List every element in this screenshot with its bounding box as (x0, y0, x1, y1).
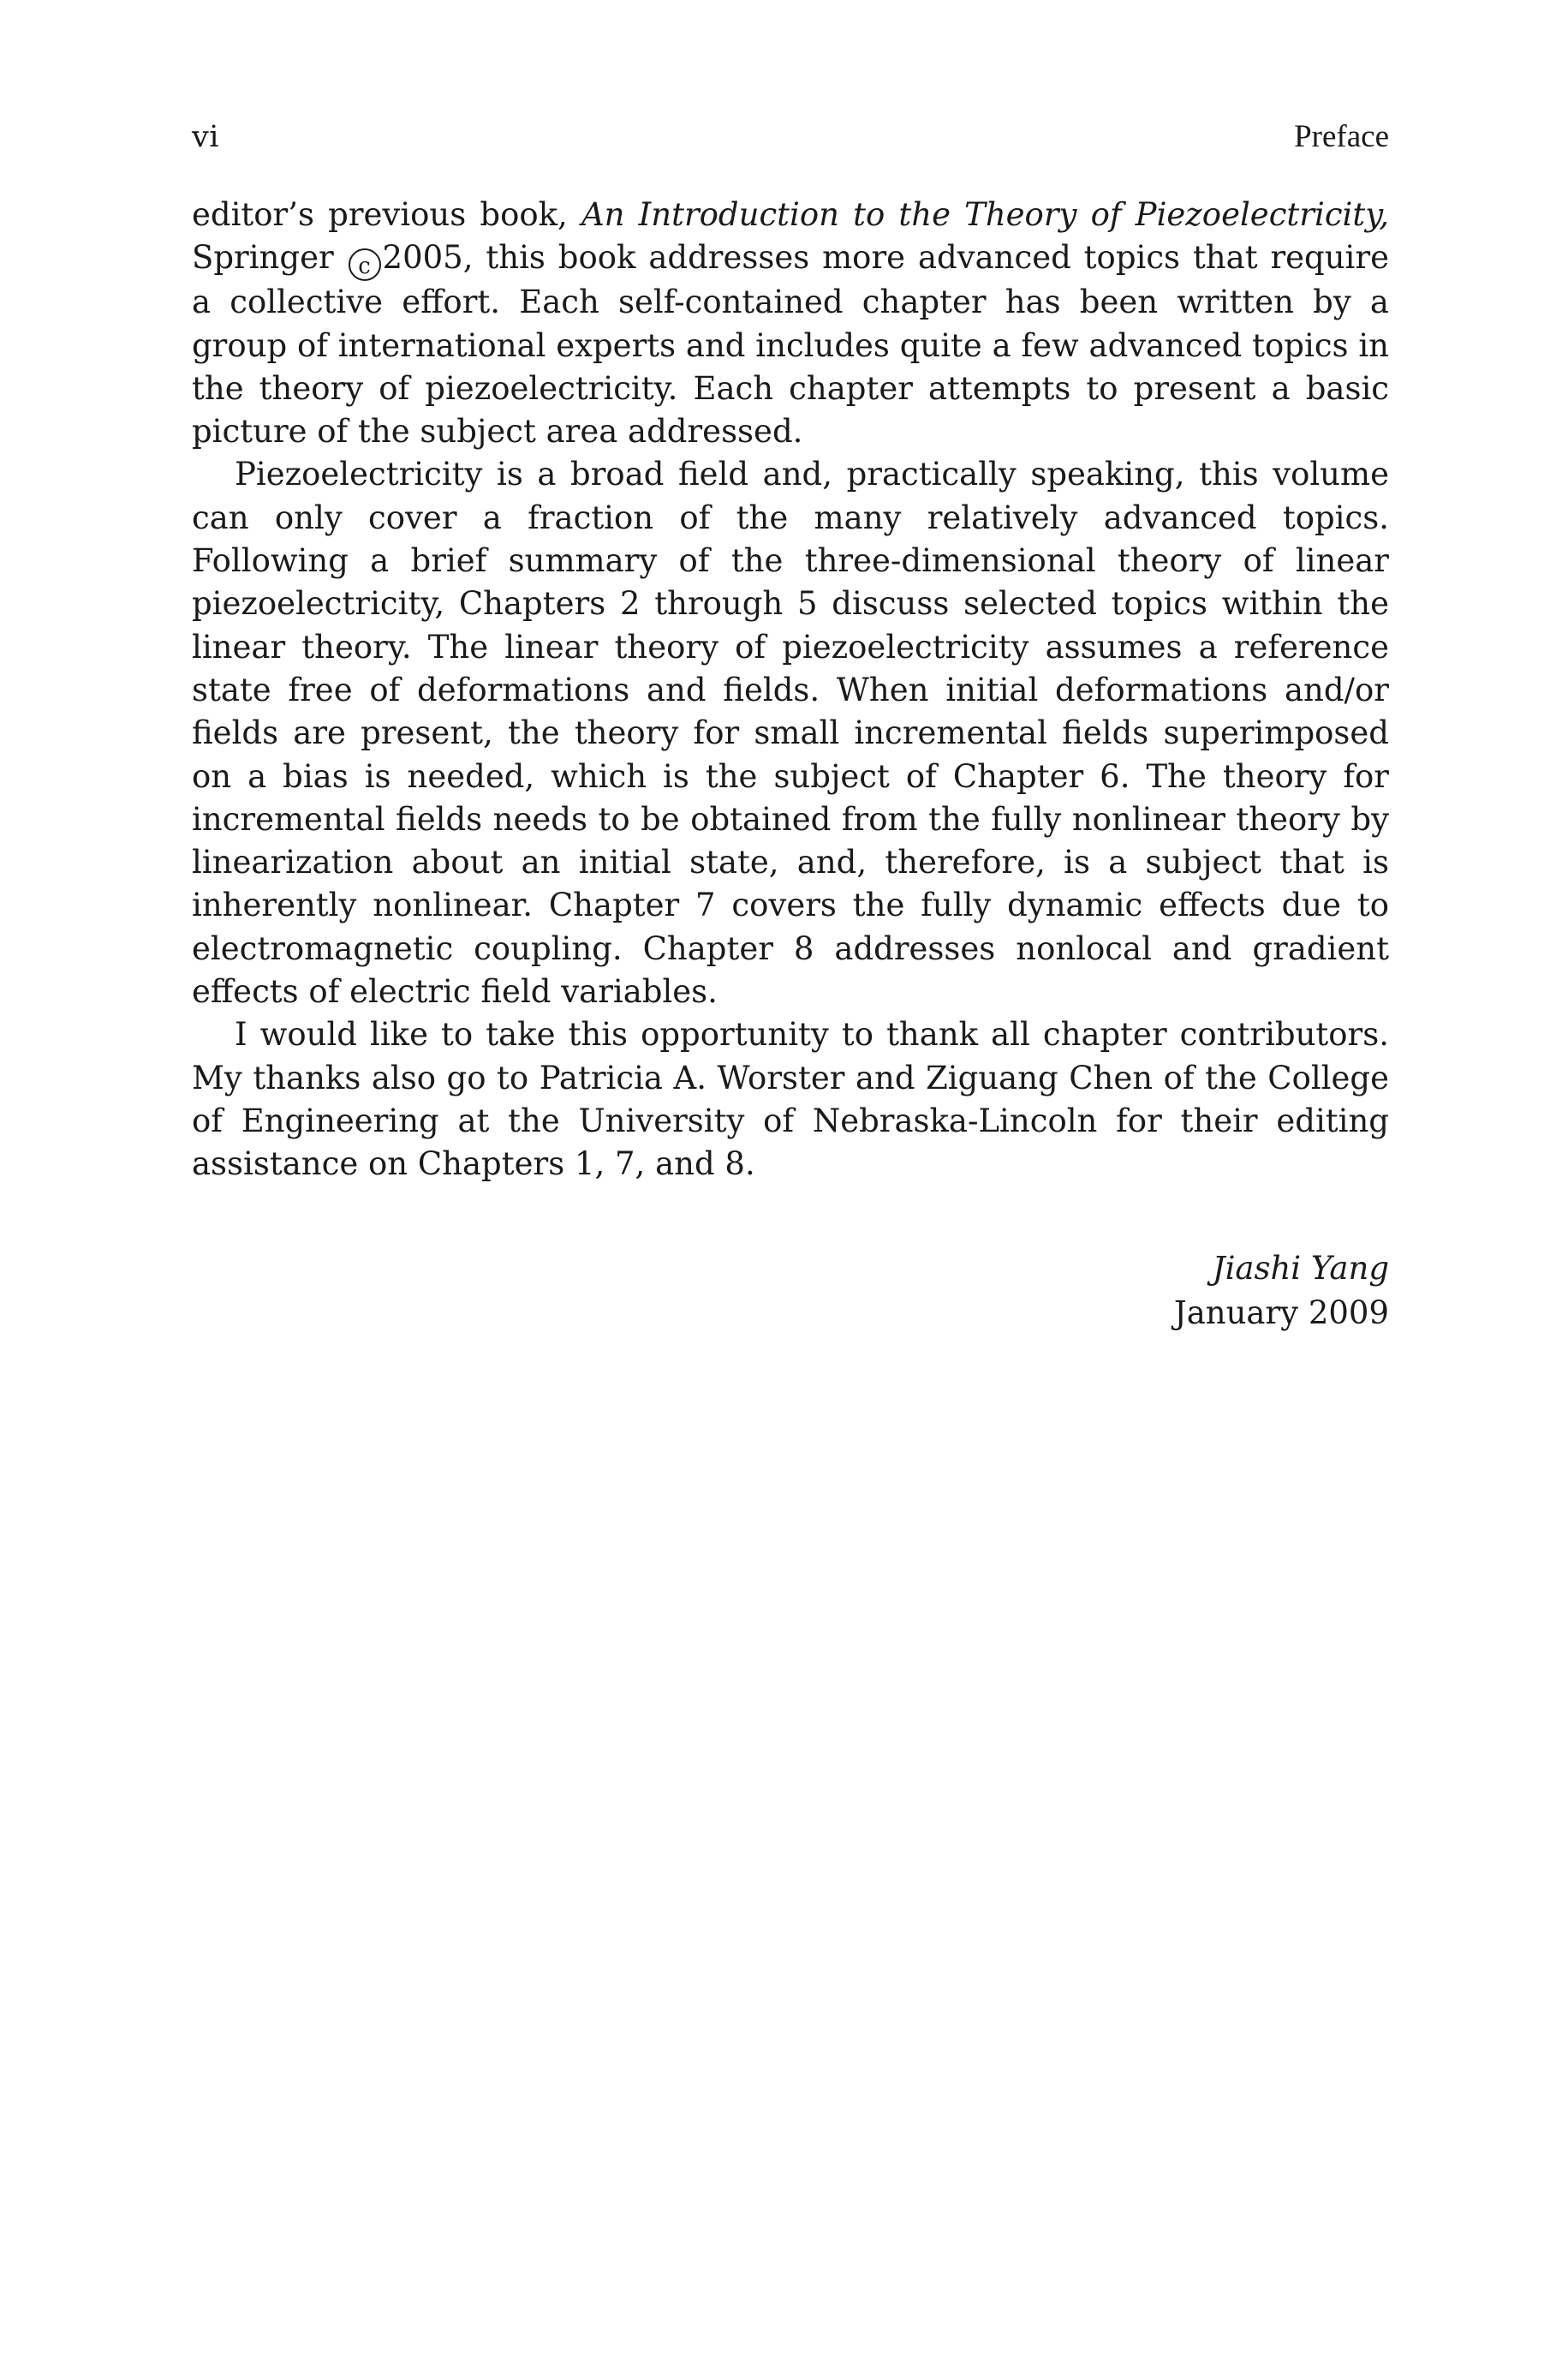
p1-before-title: editor’s previous book, (192, 196, 581, 233)
p1-rest: 2005, this book addresses more advanced topics that require a collective effort. Each self-contained chapter has been written by a group of international experts and includes quite a few advanced topics in the theory of piezoelectricity. Each chapter attempts to present a basic picture of the subject area addressed. (192, 239, 1389, 451)
book-title: An Introduction to the Theory of Piezoelectricity, (581, 196, 1389, 233)
signature-block (1174, 1246, 1389, 1335)
running-head (192, 118, 1389, 170)
p1-publisher: Springer (192, 239, 347, 277)
paragraph-2: Piezoelectricity is a broad field and, practically speaking, this volume can only cover a fraction of the many relatively advanced topics. Following a brief summary of the three-dimensional theory of linear piezoelectricity, Chapters 2 through 5 discuss selected topics within the linear theory. The linear theory of piezoelectricity assumes a reference state free of deformations and fields. When initial deformations and/or fields are present, the theory for small incremental fields superimposed on a bias is needed, which is the subject of Chapter 6. The theory for incremental fields needs to be obtained from the fully nonlinear theory by linearization about an initial state, and, therefore, is a subject that is inherently nonlinear. Chapter 7 covers the fully dynamic effects due to electromagnetic coupling. Chapter 8 addresses nonlocal and gradient effects of electric field variables. (192, 456, 1389, 1011)
preface-body (192, 194, 1389, 1186)
paragraph-3: I would like to take this opportunity to thank all chapter contributors. My thanks also go to Patricia A. Worster and Ziguang Chen of the College of Engineering at the University of Nebraska-Lincoln for their editing assistance on Chapters 1, 7, and 8. (192, 1016, 1389, 1183)
page-number: vi (192, 120, 219, 154)
author-name: Jiashi Yang (1212, 1250, 1389, 1287)
section-title: Preface (1294, 119, 1389, 154)
paragraph-1 (192, 194, 1389, 453)
signature-date: January 2009 (1173, 1294, 1389, 1331)
copyright-icon: c (349, 248, 381, 281)
